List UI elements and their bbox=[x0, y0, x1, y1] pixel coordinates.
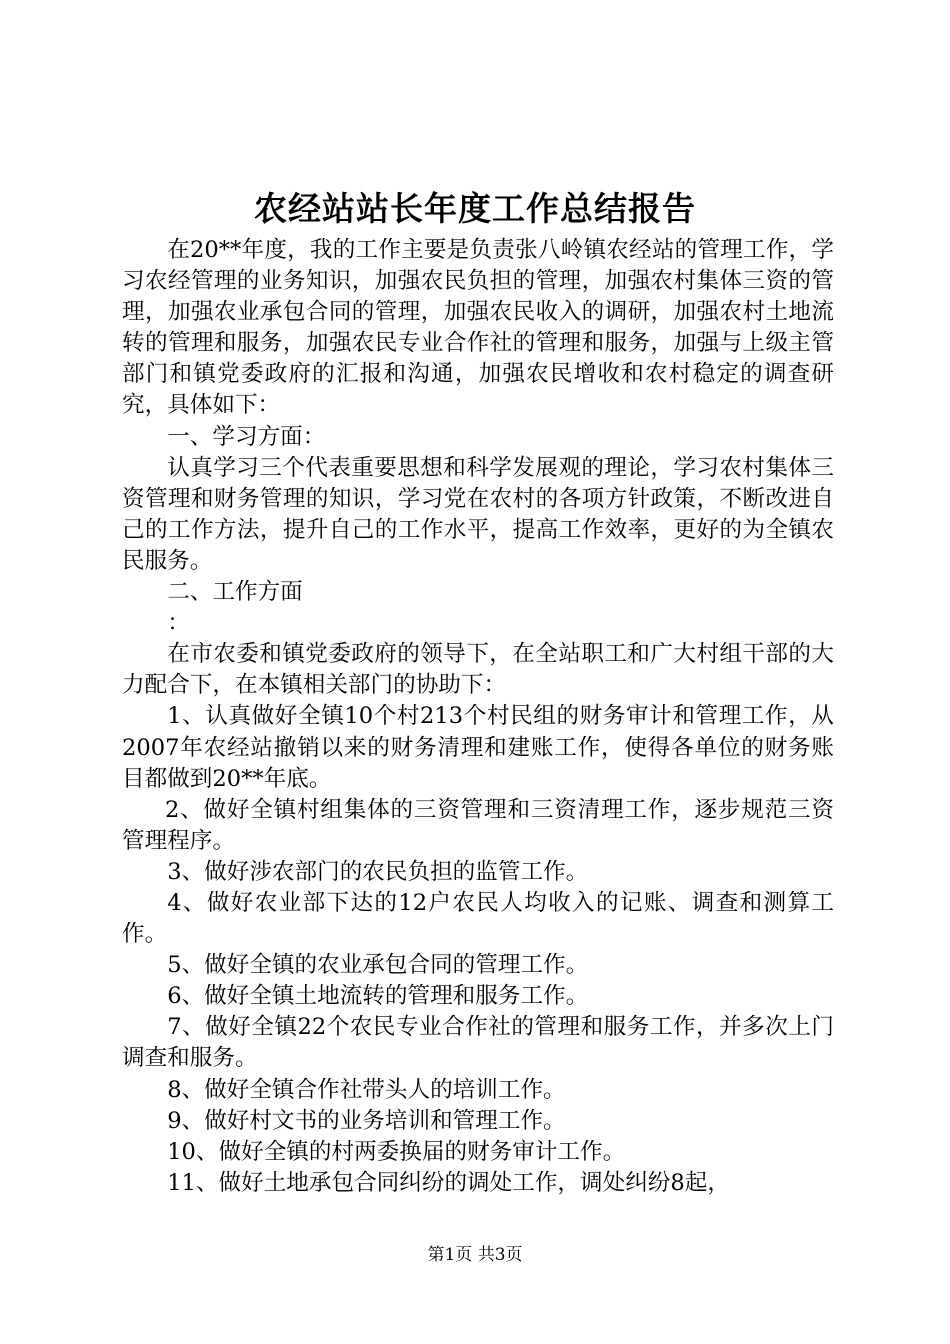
list-item-7: 7、做好全镇22个农民专业合作社的管理和服务工作，并多次上门调查和服务。 bbox=[122, 1014, 834, 1072]
list-item-2: 2、做好全镇村组集体的三资管理和三资清理工作，逐步规范三资管理程序。 bbox=[122, 796, 834, 854]
document-body bbox=[122, 235, 834, 1199]
paragraph-intro: 在20**年度，我的工作主要是负责张八岭镇农经站的管理工作，学习农经管理的业务知识，加强农民负担的管理，加强农村集体三资的管理，加强农业承包合同的管理，加强农民收入的调研，加强农村土地流转的管理和服务，加强农民专业合作社的管理和服务，加强与上级主管部门和镇党委政府的汇报和沟通，加强农民增收和农村稳定的调查研究，具体如下： bbox=[122, 237, 834, 419]
list-item-5: 5、做好全镇的农业承包合同的管理工作。 bbox=[167, 952, 589, 979]
list-item-3: 3、做好涉农部门的农民负担的监管工作。 bbox=[167, 858, 589, 885]
list-item-8: 8、做好全镇合作社带头人的培训工作。 bbox=[167, 1076, 566, 1103]
document-title: 农经站站长年度工作总结报告 bbox=[254, 189, 696, 228]
paragraph-study: 认真学习三个代表重要思想和科学发展观的理论，学习农村集体三资管理和财务管理的知识，学习党在农村的各项方针政策，不断改进自己的工作方法，提升自己的工作水平，提高工作效率，更好的为全镇农民服务。 bbox=[122, 454, 834, 574]
section-heading-study: 一、学习方面： bbox=[167, 423, 326, 450]
paragraph-work-intro: 在市农委和镇党委政府的领导下，在全站职工和广大村组干部的大力配合下，在本镇相关部门的协助下： bbox=[122, 641, 834, 699]
list-item-6: 6、做好全镇土地流转的管理和服务工作。 bbox=[167, 983, 589, 1010]
list-item-10: 10、做好全镇的村两委换届的财务审计工作。 bbox=[167, 1138, 626, 1165]
page-footer: 第1页 共3页 bbox=[427, 1245, 523, 1265]
list-item-9: 9、做好村文书的业务培训和管理工作。 bbox=[167, 1107, 566, 1134]
section-heading-work-colon: ： bbox=[167, 610, 190, 637]
section-heading-work: 二、工作方面 bbox=[167, 579, 303, 606]
list-item-11: 11、做好土地承包合同纠纷的调处工作，调处纠纷8起， bbox=[167, 1169, 730, 1196]
list-item-4: 4、做好农业部下达的12户农民人均收入的记账、调查和测算工作。 bbox=[122, 889, 834, 948]
list-item-1: 1、认真做好全镇10个村213个村民组的财务审计和管理工作，从2007年农经站撤销以来的财务清理和建账工作，使得各单位的财务账目都做到20**年底。 bbox=[122, 703, 834, 792]
